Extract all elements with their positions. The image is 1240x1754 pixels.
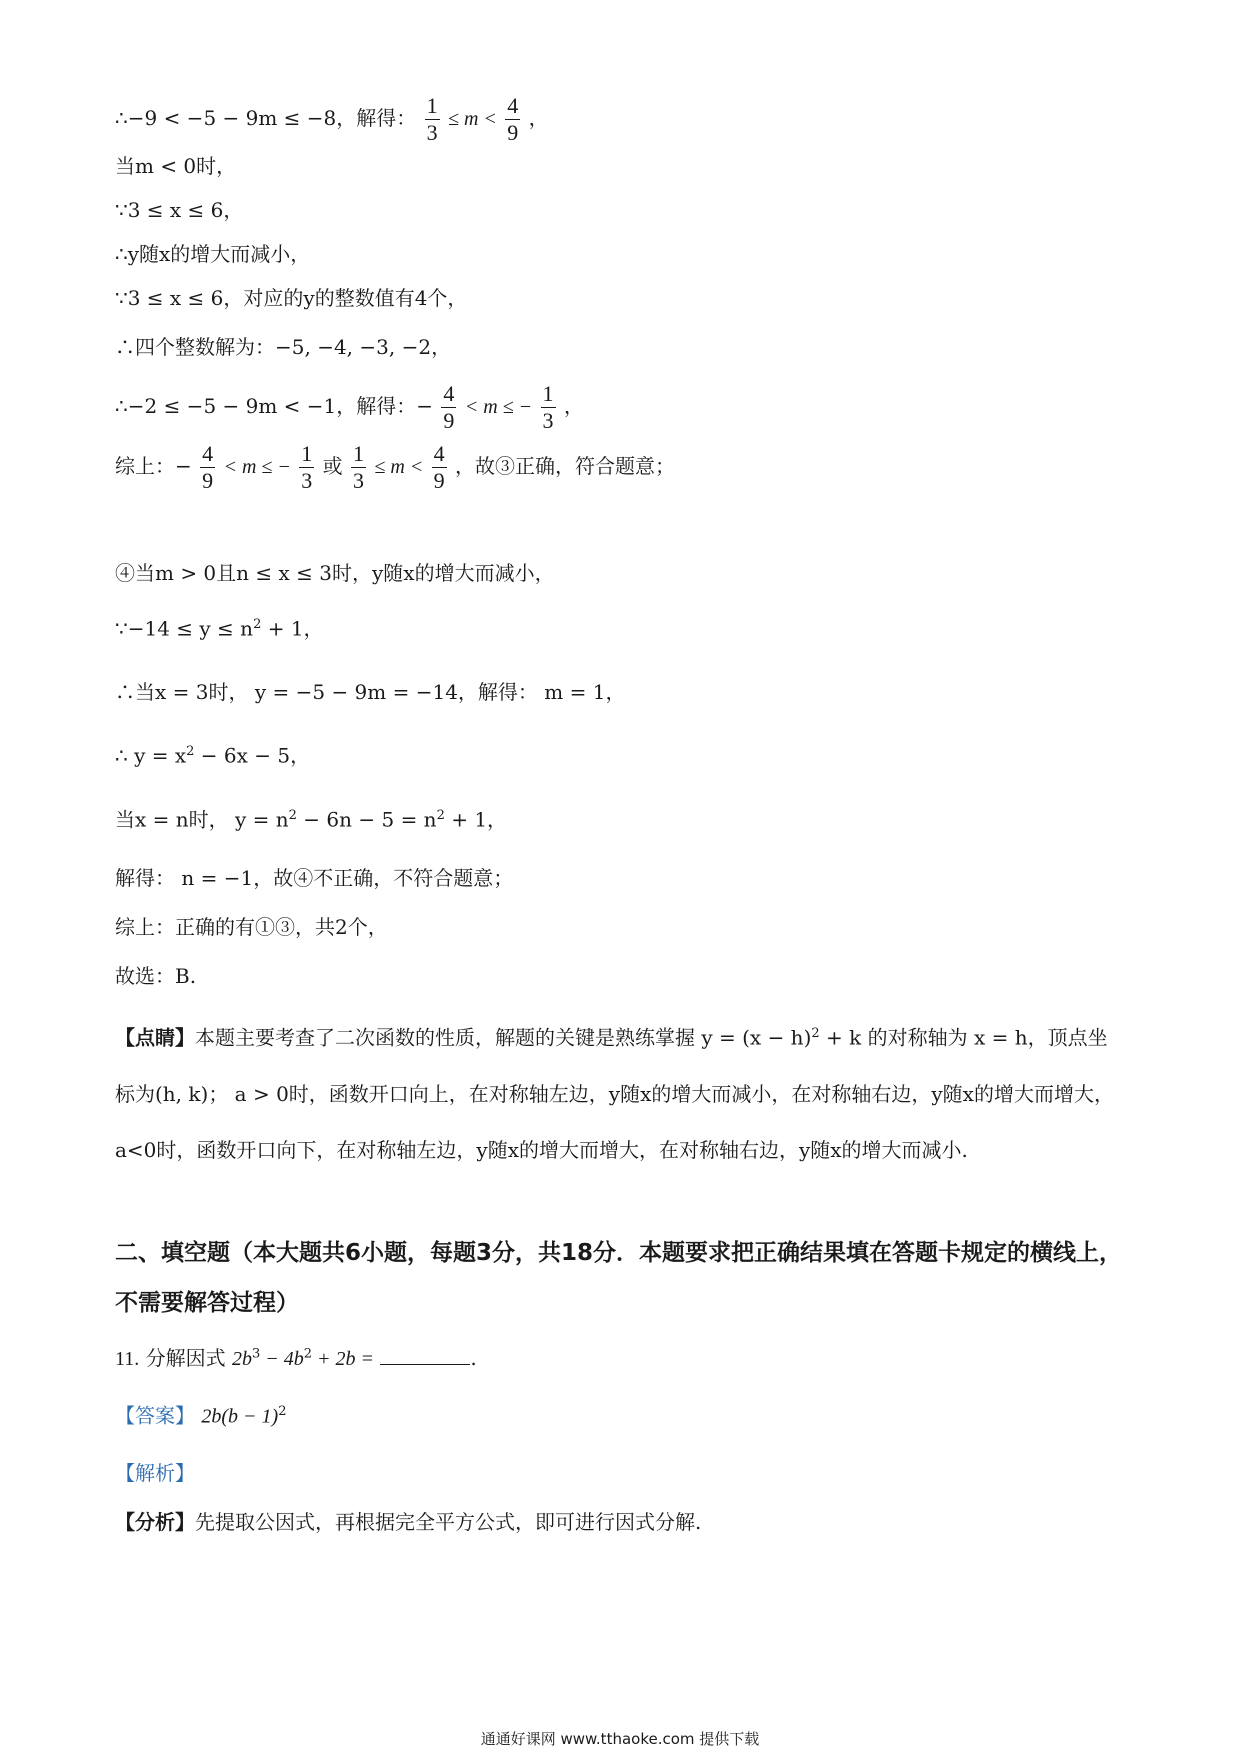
denominator: 3 <box>301 468 313 493</box>
solution-line-10 <box>115 618 324 639</box>
answer-value: 2b(b − 1) <box>201 1405 279 1428</box>
expression: + 2b = <box>312 1348 375 1370</box>
answer-blank <box>380 1346 470 1365</box>
solution-line-2: 当m < 0时， <box>115 154 237 178</box>
comment-text: 本题主要考查了二次函数的性质，解题的关键是熟练掌握 y = (x − h) <box>195 1025 812 1050</box>
fenxi-text: 先提取公因式，再根据完全平方公式，即可进行因式分解. <box>195 1510 702 1534</box>
line-text: 或 <box>322 454 343 478</box>
solution-line-16: 故选：B. <box>115 964 197 988</box>
line-text: ∴−9 < −5 − 9m ≤ −8，解得： <box>115 106 417 130</box>
line-text: ，故③正确，符合题意； <box>454 454 675 478</box>
line-text: ≤ m < <box>448 108 497 130</box>
solution-line-8 <box>115 441 675 494</box>
superscript: 2 <box>303 1346 313 1362</box>
denominator: 3 <box>542 408 554 433</box>
solution-line-12 <box>115 745 310 766</box>
line-text: ， <box>528 106 549 130</box>
fraction <box>200 441 215 494</box>
numerator: 1 <box>352 441 364 466</box>
fenxi-line <box>115 1512 701 1532</box>
superscript: 2 <box>436 808 445 823</box>
answer-line <box>115 1405 286 1427</box>
denominator: 9 <box>507 120 519 145</box>
numerator: 4 <box>507 93 519 118</box>
fraction <box>541 381 556 434</box>
section-heading: 二、填空题（本大题共6小题，每题3分，共18分．本题要求把正确结果填在答题卡规定的横线上，不需要解答过程） <box>115 1240 1123 1316</box>
superscript: 2 <box>288 808 297 823</box>
superscript: 2 <box>253 617 262 632</box>
solution-line-11: ∴当x = 3时， y = −5 − 9m = −14，解得： m = 1， <box>115 680 626 704</box>
numerator: 1 <box>542 381 554 406</box>
expression: − 4b <box>260 1348 304 1370</box>
comment-paragraph <box>115 1006 1127 1178</box>
comment-text: + k 的对称轴为 x = h，顶点坐标为(h, k)； a > 0时，函数开口向上，在对称轴左边，y随x的增大而减小，在对称轴右边，y随x的增大而增大， a<0时，函数开口向下，在对称轴左边，y随x的增大而增大，在对称轴右边，y随x的增大而减小. <box>115 1025 1114 1162</box>
denominator: 9 <box>443 408 455 433</box>
solution-line-6: ∴四个整数解为：−5, −4, −3, −2， <box>115 335 452 359</box>
solution-line-9: ④当m > 0且n ≤ x ≤ 3时，y随x的增大而减小， <box>115 561 555 585</box>
numerator: 1 <box>301 441 313 466</box>
line-text: < m ≤ − <box>223 456 291 478</box>
denominator: 3 <box>352 468 364 493</box>
fenxi-tag: 【分析】 <box>115 1510 195 1534</box>
solution-line-13 <box>115 809 507 830</box>
fraction <box>441 381 456 434</box>
line-text: + 1， <box>261 616 324 641</box>
answer-tag: 【答案】 <box>115 1403 195 1428</box>
question-text: 分解因式 <box>145 1346 226 1370</box>
line-text: ≤ m < <box>374 456 424 478</box>
expression: 2b <box>231 1348 252 1370</box>
superscript: 2 <box>811 1026 820 1041</box>
fraction <box>351 441 366 494</box>
line-text: ∴−2 ≤ −5 − 9m < −1，解得：− <box>115 394 434 418</box>
question-11 <box>115 1346 477 1369</box>
solution-line-15: 综上：正确的有①③，共2个， <box>115 915 388 939</box>
solution-line-1 <box>115 93 549 146</box>
numerator: 4 <box>443 381 455 406</box>
solution-line-5: ∵3 ≤ x ≤ 6，对应的y的整数值有4个， <box>115 286 468 310</box>
numerator: 4 <box>202 441 214 466</box>
fraction <box>425 93 440 146</box>
line-text: + 1， <box>444 807 508 832</box>
solution-line-7 <box>115 381 584 434</box>
line-text: 当x = n时， y = n <box>115 807 289 832</box>
line-text: 综上：− <box>115 454 192 478</box>
fraction <box>505 93 520 146</box>
numerator: 4 <box>433 441 445 466</box>
line-text: < m ≤ − <box>464 396 533 418</box>
numerator: 1 <box>426 93 438 118</box>
superscript: 3 <box>251 1346 261 1362</box>
denominator: 3 <box>426 120 438 145</box>
denominator: 9 <box>202 468 214 493</box>
question-end: . <box>470 1346 477 1370</box>
fraction <box>432 441 447 494</box>
line-text: ， <box>563 394 584 418</box>
analysis-tag: 【解析】 <box>115 1461 195 1485</box>
solution-line-4: ∴y随x的增大而减小， <box>115 242 311 266</box>
solution-line-14: 解得： n = −1，故④不正确，不符合题意； <box>115 866 514 890</box>
line-text: ∴ y = x <box>115 743 187 768</box>
line-text: − 6n − 5 = n <box>296 807 437 832</box>
solution-line-3: ∵3 ≤ x ≤ 6， <box>115 198 244 222</box>
superscript: 2 <box>278 1404 287 1419</box>
superscript: 2 <box>186 744 195 759</box>
line-text: ∵−14 ≤ y ≤ n <box>115 616 254 641</box>
page-footer: 通通好课网 www.tthaoke.com 提供下载 <box>480 1730 760 1748</box>
line-text: − 6x − 5， <box>194 743 311 768</box>
question-number: 11. <box>115 1348 140 1370</box>
denominator: 9 <box>433 468 445 493</box>
fraction <box>299 441 314 494</box>
comment-tag: 【点睛】 <box>115 1025 195 1050</box>
